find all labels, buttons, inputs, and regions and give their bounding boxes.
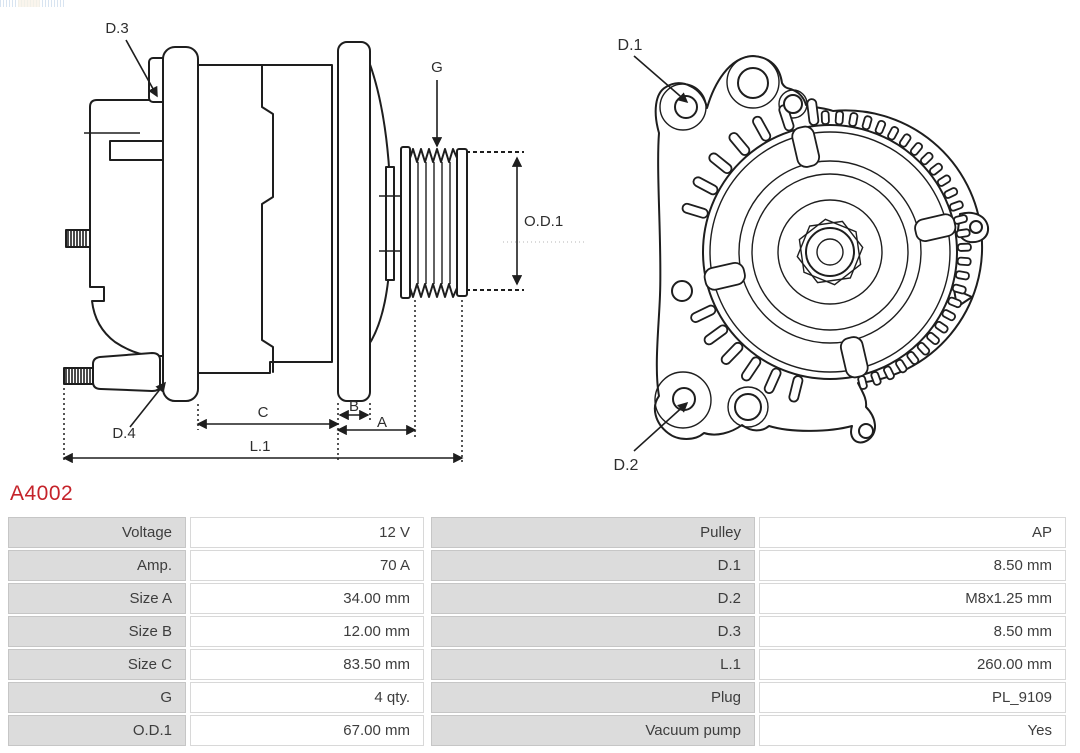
hole-d1	[675, 96, 697, 118]
shaft	[386, 167, 394, 280]
table-row	[8, 517, 1066, 548]
label-d3: D.3	[105, 20, 129, 37]
spec-label: Pulley	[431, 517, 755, 548]
hole-mid-left	[672, 281, 692, 301]
hole-right-tab	[970, 221, 982, 233]
spec-label: L.1	[431, 649, 755, 680]
pulley-flange-left	[401, 147, 410, 298]
stud-threads	[66, 231, 90, 383]
hole-top-small	[784, 95, 802, 113]
stator-tooth	[958, 244, 971, 251]
spec-label: Size B	[8, 616, 186, 647]
spec-value: 260.00 mm	[759, 649, 1066, 680]
spec-label: Voltage	[8, 517, 186, 548]
pulley-flange-right	[457, 149, 467, 296]
spec-label: G	[8, 682, 186, 713]
label-d1: D.1	[617, 37, 643, 54]
spec-label: D.1	[431, 550, 755, 581]
spec-value: 8.50 mm	[759, 616, 1066, 647]
spec-value: AP	[759, 517, 1066, 548]
label-a: A	[376, 414, 388, 431]
label-b: B	[348, 398, 360, 415]
table-row	[8, 550, 1066, 581]
spec-label: Size A	[8, 583, 186, 614]
hole-bottom-tab	[859, 424, 873, 438]
spec-label: Size C	[8, 649, 186, 680]
spec-table	[8, 517, 1066, 748]
label-l1: L.1	[249, 438, 271, 455]
front-ear	[338, 42, 370, 401]
label-c: C	[257, 404, 269, 421]
stator-tooth	[955, 271, 969, 280]
table-row	[8, 583, 1066, 614]
table-row	[8, 682, 1066, 713]
spec-value: Yes	[759, 715, 1066, 746]
part-number: A4002	[10, 482, 74, 505]
stator-tooth	[956, 229, 970, 238]
spec-value: 4 qty.	[190, 682, 424, 713]
spec-value: 70 A	[190, 550, 424, 581]
spec-label: Amp.	[8, 550, 186, 581]
spec-value: M8x1.25 mm	[759, 583, 1066, 614]
spec-label: Vacuum pump	[431, 715, 755, 746]
table-row	[8, 616, 1066, 647]
spec-value: PL_9109	[759, 682, 1066, 713]
spec-label: D.3	[431, 616, 755, 647]
spec-value: 34.00 mm	[190, 583, 424, 614]
label-g: G	[431, 59, 443, 76]
spec-value: 12 V	[190, 517, 424, 548]
table-row	[8, 715, 1066, 746]
stator-tooth	[957, 257, 970, 265]
stator-tooth	[835, 111, 843, 124]
spec-label: Plug	[431, 682, 755, 713]
front-view	[614, 37, 989, 474]
stator-tooth	[849, 113, 858, 127]
vent-slot	[807, 99, 819, 126]
shaft-washer	[806, 228, 854, 276]
spec-label: D.2	[431, 583, 755, 614]
housing-ledge	[110, 141, 167, 160]
hole-bottom	[735, 394, 761, 420]
label-od1: O.D.1	[524, 213, 564, 230]
stator-tooth	[822, 111, 829, 124]
rear-housing	[90, 100, 163, 356]
label-d2: D.2	[613, 457, 639, 474]
table-row	[8, 649, 1066, 680]
hole-top	[738, 68, 768, 98]
spec-value: 12.00 mm	[190, 616, 424, 647]
bottom-mounting-ear	[93, 353, 160, 391]
label-d4: D.4	[112, 425, 136, 442]
spec-value: 8.50 mm	[759, 550, 1066, 581]
front-bracket	[163, 47, 198, 401]
spec-value: 67.00 mm	[190, 715, 424, 746]
spec-value: 83.50 mm	[190, 649, 424, 680]
side-view	[64, 20, 586, 463]
spec-label: O.D.1	[8, 715, 186, 746]
main-body	[198, 65, 332, 373]
